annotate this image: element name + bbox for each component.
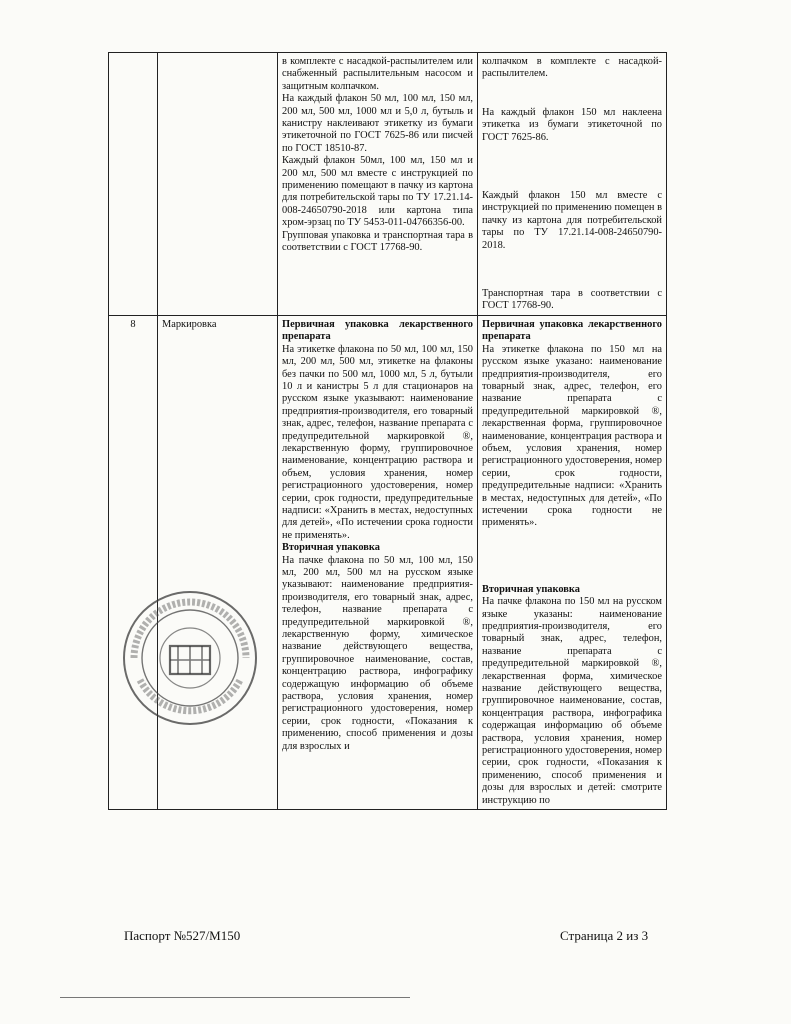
proposed-text-cell: [278, 53, 478, 316]
row-number-cell: [109, 53, 158, 316]
paragraph: На каждый флакон 150 мл наклеена этикетка из бумаги этикеточной по ГОСТ 7625-86.: [482, 106, 662, 143]
paragraph: колпачком в комплекте с насадкой-распылителем.: [482, 56, 662, 80]
paragraph: На пачке флакона по 50 мл, 100 мл, 150 мл, 200 мл, 500 мл на русском языке указывают: наименование предприятия-производителя, его товарный знак, адрес, телефон, название препарата с предупредительной маркировкой ®, лекарственную форму, химическое название действующего вещества, группировочное наименование, состав, концентрацию раствора, инфографику содержащую информацию об объеме раствора, условия хранения, номер регистрационного удостоверения, номер серии, срок годности, «Показания к применению, способ применения и дозы для взрослых и: [282, 554, 473, 752]
section-heading: Вторичная упаковка: [482, 583, 580, 595]
paragraph: На каждый флакон 50 мл, 100 мл, 150 мл, 200 мл, 500 мл, 1000 мл и 5,0 л, бутыль и канистру наклеивают этикетку из бумаги этикеточной по ГОСТ 7625-86 или писчей по ГОСТ 18510-87.: [282, 93, 473, 154]
paragraph: в комплекте с насадкой-распылителем или снабженный распылительным насосом и защитным колпачком.: [282, 56, 473, 92]
paragraph: На пачке флакона по 150 мл на русском языке указаны: наименование предприятия-производителя, его товарный знак, адрес, телефон, название препарата с предупредительной маркировкой ®, лекарственная форма, химическое название действующего вещества, группировочное наименование, состав, концентрация раствора, инфографика содержащая информацию об объеме раствора, условия хранения, номер регистрационного удостоверения, номер серии, срок годности, «Показания к применению, способ применения и дозы для взрослых и детей: смотрите инструкцию по: [482, 596, 662, 806]
approved-text-cell: [478, 53, 667, 316]
paragraph: На этикетке флакона по 150 мл на русском языке указано: наименование предприятия-производителя, его товарный знак, адрес, телефон, его название препарата с предупредительной маркировкой ®, лекарственная форма, группировочное наименование, концентрация раствора и объем, условия хранения, номер регистрационного удостоверения, номер серии, срок годности, предупредительные надписи: «Хранить в местах, недоступных для детей», «По истечении срока годности не применять».: [482, 343, 662, 529]
page-number: Страница 2 из 3: [560, 928, 649, 943]
paragraph: Транспортная тара в соответствии с ГОСТ 17768-90.: [482, 288, 662, 312]
paragraph: На этикетке флакона по 50 мл, 100 мл, 150 мл, 200 мл, 500 мл, этикетке на флаконы без пачки по 500 мл, 1000 мл, 5 л, бутыли 10 л и канистры 5 л для стационаров на русском языке указывают: наименование предприятия-производителя, его товарный знак, адрес, телефон, название препарата с предупредительной маркировкой ®, лекарственную форму, группировочное наименование, концентрацию раствора и объем, условия хранения, номер регистрационного удостоверения, номер серии, срок годности, предупредительные надписи: «Хранить в местах, недоступных для детей», «По истечении срока годности не применять».: [282, 343, 473, 541]
proposed-text-cell: [278, 315, 478, 809]
section-heading: Первичная упаковка лекарственного препарата: [282, 318, 473, 343]
section-heading: Первичная упаковка лекарственного препарата: [482, 318, 662, 343]
paragraph: Групповая упаковка и транспортная тара в соответствии с ГОСТ 17768-90.: [282, 229, 473, 254]
row-name-cell: [158, 53, 278, 316]
paragraph: Каждый флакон 150 мл вместе с инструкцией по применению помещен в пачку из картона для потребительской тары по ТУ 17.21.14-008-24650790-2018.: [482, 190, 662, 251]
table-row: [109, 315, 667, 809]
paragraph: Каждый флакон 50мл, 100 мл, 150 мл и 200 мл, 500 мл вместе с инструкцией по применению помещают в пачку из картона для потребительской тары по ТУ 17.21.14-008-24650790-2018 или картона типа хром-эрзац по ТУ 5453-011-04766356-00.: [282, 155, 473, 229]
row-number-cell: 8: [109, 315, 158, 809]
passport-number: Паспорт №527/М150: [124, 928, 241, 943]
row-name-cell: Маркировка: [158, 315, 278, 809]
company-seal: [120, 588, 260, 728]
approved-text-cell: [478, 315, 667, 809]
section-heading: Вторичная упаковка: [282, 542, 380, 554]
table-row: [109, 53, 667, 316]
divider: [60, 997, 410, 998]
